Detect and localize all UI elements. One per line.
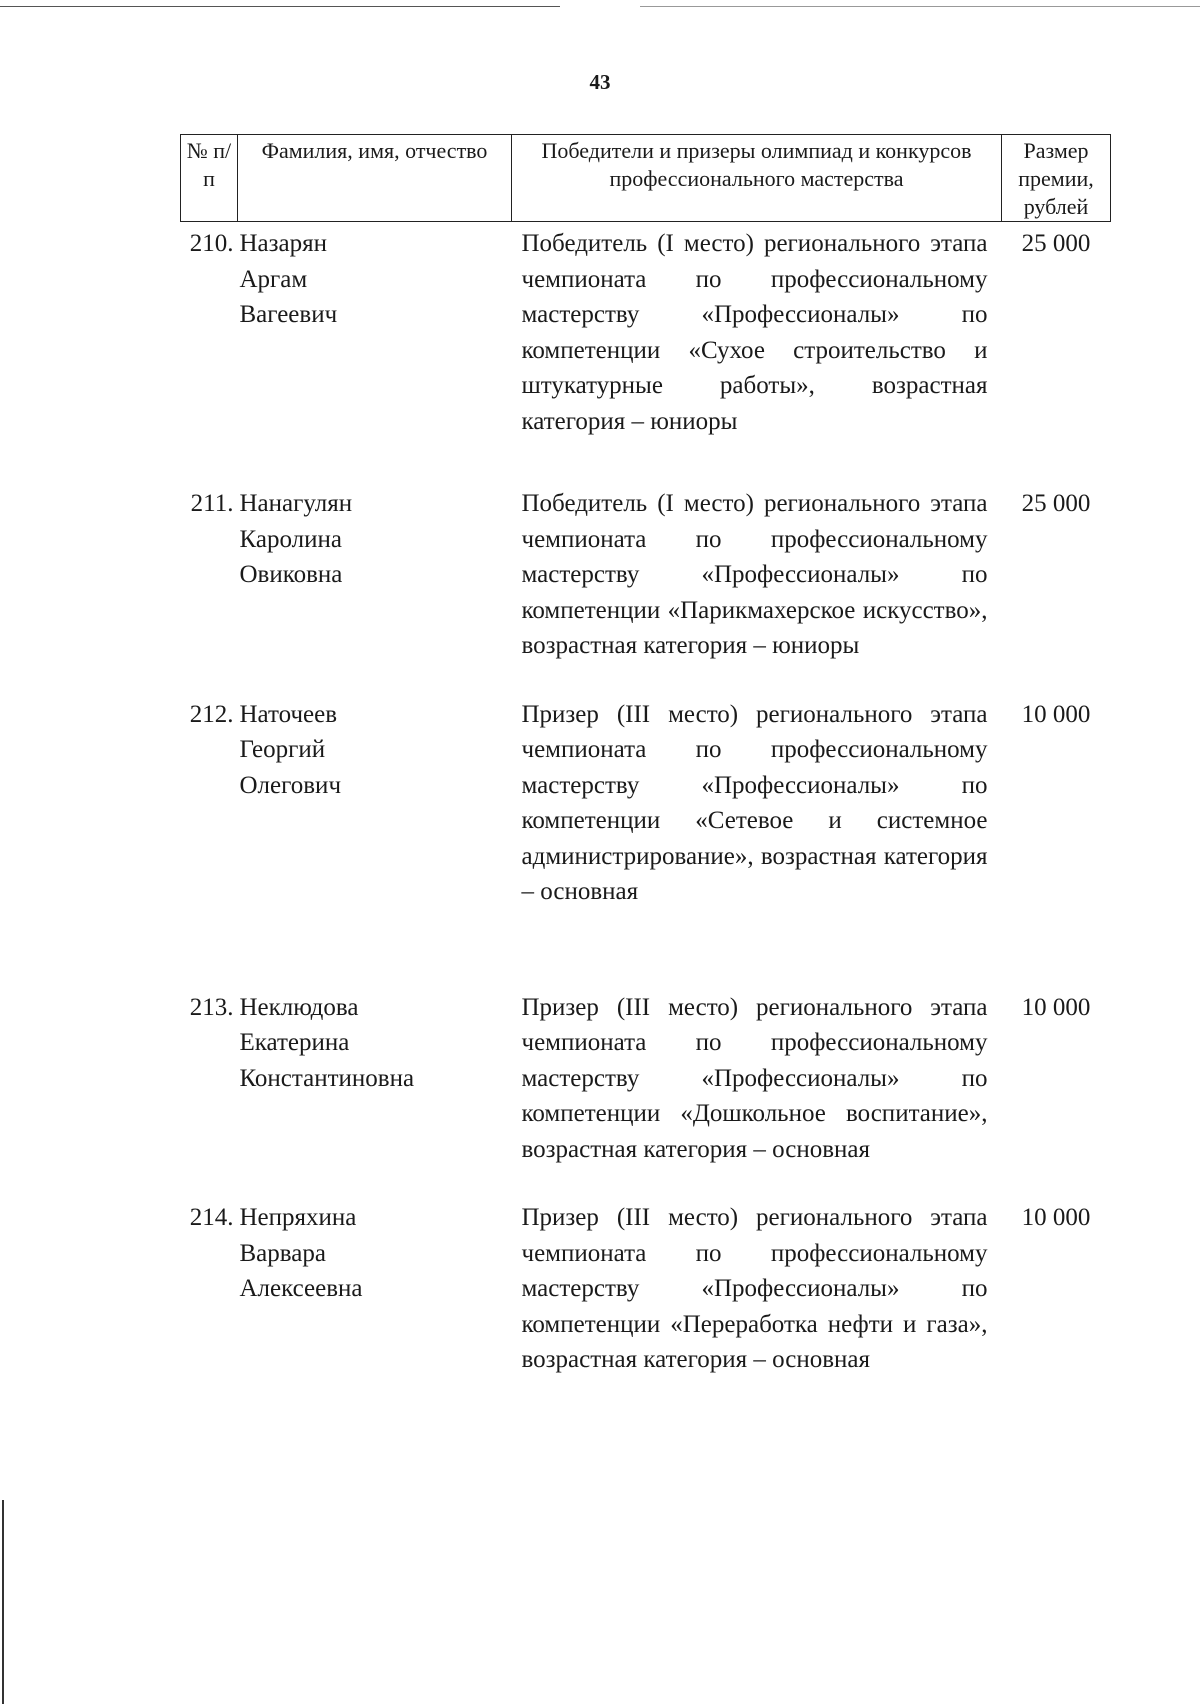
first-name: Аргам xyxy=(239,265,308,293)
row-number: 214. xyxy=(189,1204,234,1231)
header-prize: Размер премии, рублей xyxy=(1002,135,1111,222)
patronymic: Алексеевна xyxy=(239,1275,363,1302)
achievement-description: Победитель (I место) регионального этапа чемпионата по профессиональному мастерству «Профессионалы» по компетенции «Парикмахерское искусство», возрастная категория – юниоры xyxy=(521,490,988,659)
header-name: Фамилия, имя, отчество xyxy=(238,135,512,222)
last-name: Неклюдова xyxy=(239,993,359,1021)
prize-amount: 25 000 xyxy=(1021,490,1091,517)
header-desc: Победители и призеры олимпиад и конкурсов профессионального мастерства xyxy=(512,135,1002,222)
scan-edge-top-left xyxy=(0,6,560,7)
row-number: 210. xyxy=(189,230,234,257)
scan-edge-top-right xyxy=(640,6,1200,7)
patronymic: Константиновна xyxy=(239,1064,415,1092)
achievement-description: Победитель (I место) регионального этапа чемпионата по профессиональному мастерству «Профессионалы» по компетенции «Сухое строительство и штукатурные работы», возрастная категория – юниоры xyxy=(521,230,988,435)
table-row xyxy=(181,1200,1111,1378)
first-name: Георгий xyxy=(239,736,326,763)
achievement-description: Призер (III место) регионального этапа чемпионата по профессиональному мастерству «Профессионалы» по компетенции «Переработка нефти и газа», возрастная категория – основная xyxy=(521,1204,988,1373)
person-name xyxy=(238,1200,512,1378)
achievement-description: Призер (III место) регионального этапа чемпионата по профессиональному мастерству «Профессионалы» по компетенции «Сетевое и системное администрирование», возрастная категория – основная xyxy=(521,700,988,905)
table-row xyxy=(181,486,1111,697)
person-name xyxy=(238,222,512,487)
person-name xyxy=(238,486,512,697)
first-name: Каролина xyxy=(239,525,342,553)
first-name: Екатерина xyxy=(239,1029,350,1056)
table-row xyxy=(181,990,1111,1201)
prize-amount: 10 000 xyxy=(1021,993,1091,1021)
prize-amount: 10 000 xyxy=(1021,1204,1091,1231)
patronymic: Овиковна xyxy=(239,561,343,588)
scan-edge-left xyxy=(2,1500,4,1704)
row-number: 213. xyxy=(189,993,234,1021)
row-number: 211. xyxy=(190,490,234,517)
prize-amount: 10 000 xyxy=(1021,700,1091,728)
page-number: 43 xyxy=(589,70,611,94)
awards-table xyxy=(180,134,1111,1378)
header-num: № п/п xyxy=(181,135,238,222)
last-name: Нанагулян xyxy=(239,490,353,517)
row-number: 212. xyxy=(189,700,234,728)
last-name: Наточеев xyxy=(239,700,338,728)
table-row xyxy=(181,222,1111,487)
last-name: Непряхина xyxy=(239,1204,357,1231)
last-name: Назарян xyxy=(239,230,327,257)
achievement-description: Призер (III место) регионального этапа чемпионата по профессиональному мастерству «Профессионалы» по компетенции «Дошкольное воспитание», возрастная категория – основная xyxy=(521,993,988,1163)
prize-amount: 25 000 xyxy=(1021,230,1091,257)
patronymic: Олегович xyxy=(239,771,342,799)
patronymic: Вагеевич xyxy=(239,301,338,328)
first-name: Варвара xyxy=(239,1239,326,1267)
table-row xyxy=(181,697,1111,990)
person-name xyxy=(238,990,512,1201)
person-name xyxy=(238,697,512,990)
table-header-row xyxy=(181,135,1111,222)
